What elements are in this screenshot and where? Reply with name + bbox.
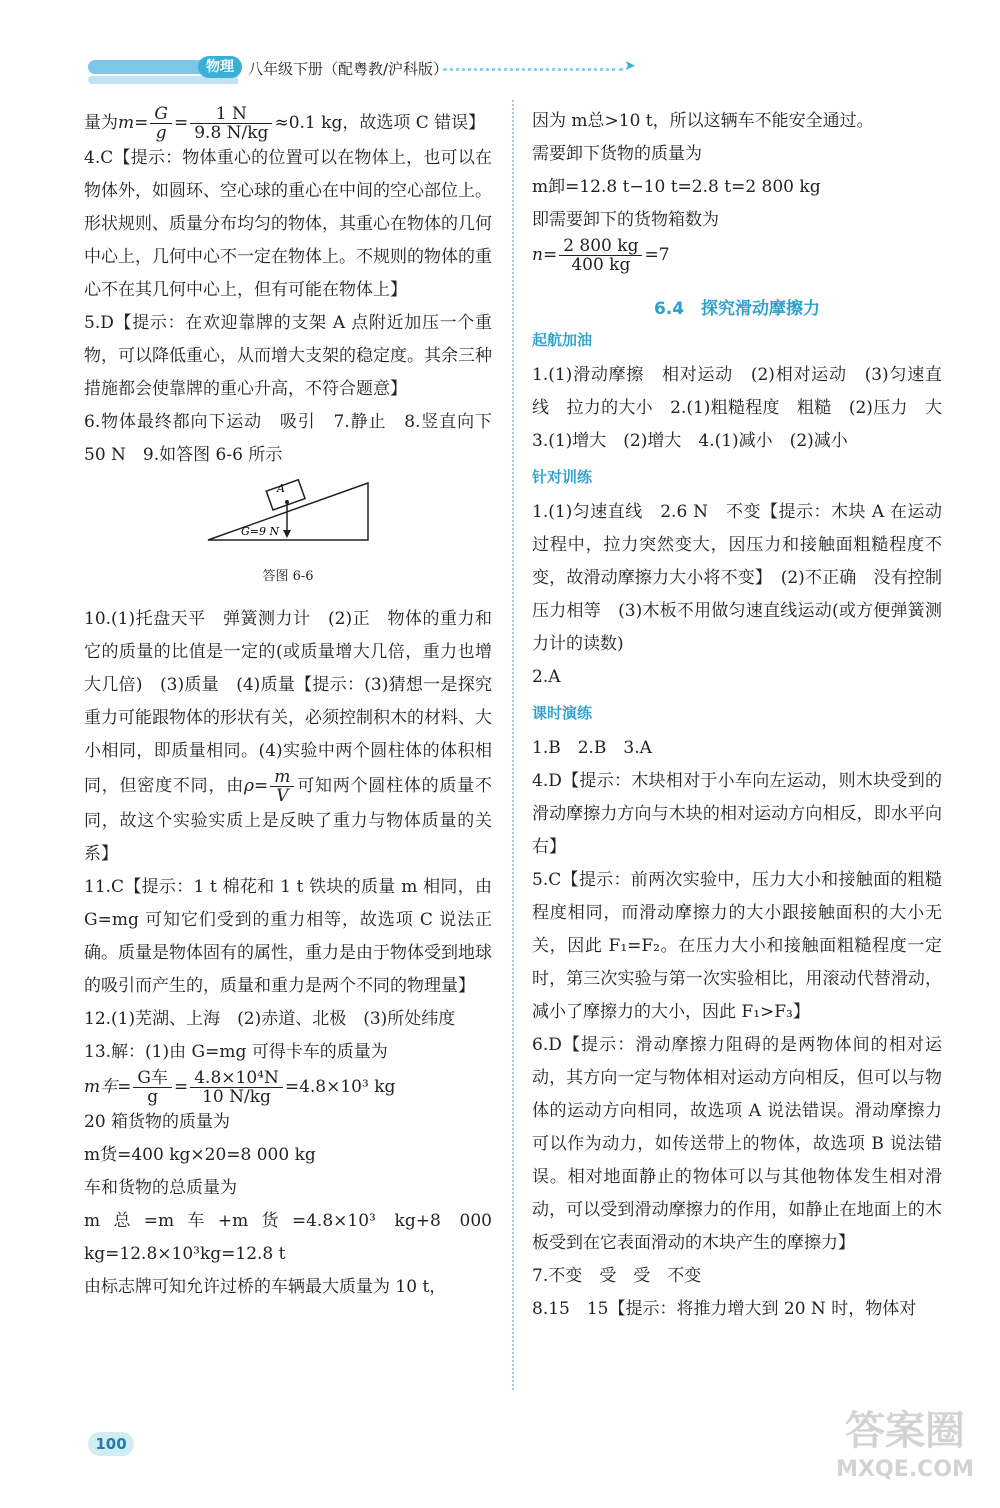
fraction: $\frac{2 800 kg}{400 kg}$ bbox=[559, 237, 642, 274]
subsection-zhendui: 针对训练 bbox=[532, 468, 593, 486]
fraction: $\frac{\text{G车}}{g}$ bbox=[133, 1069, 172, 1106]
fraction: $\frac{G}{g}$ bbox=[150, 105, 172, 142]
fraction: $\frac{m}{V}$ bbox=[270, 768, 294, 805]
text-sign: 由标志牌可知允许过桥的车辆最大质量为 10 t， bbox=[84, 1277, 447, 1297]
section-title: 6.4 探究滑动摩擦力 bbox=[653, 299, 821, 319]
equation-total-mass: m总=m车+m货=4.8×10³ kg+8 000 kg=12.8×10³kg=12.8 t bbox=[84, 1211, 492, 1264]
answer-q10: 10.(1)托盘天平 弹簧测力计 (2)正 物体的重力和它的质量的比值是一定的(或质量增大几倍，重力也增大几倍) (3)质量 (4)质量【提示：(3)猜想一是探究重力可能跟物体的形状有关，必须控制积木的材料、大小相同，即质量相同。(4)实验中两个圆柱体的体积相同，但密度不同，由ρ= $\frac{m}{V}$ 可知两个圆柱体的质量不同，故这个实验实质上是反映了重力与物体质量的关系】 bbox=[84, 609, 492, 864]
equation-unload-mass: m卸=12.8 t−10 t=2.8 t=2 800 kg bbox=[532, 177, 821, 197]
answer-t2: 2.A bbox=[532, 667, 561, 687]
incline-diagram bbox=[203, 478, 373, 548]
figure-6-6 bbox=[84, 478, 492, 560]
watermark: 答案圈 MXQE.COM bbox=[836, 1408, 974, 1482]
answer-q6-9: 6.物体最终都向下运动 吸引 7.静止 8.竖直向下 50 N 9.如答图 6-6 所示 bbox=[84, 412, 509, 465]
page-number: 100 bbox=[88, 1432, 134, 1456]
book-title: 八年级下册（配粤教/沪科版） bbox=[248, 60, 449, 78]
page-header bbox=[88, 52, 648, 92]
text-boxes-mass: 20 箱货物的质量为 bbox=[84, 1112, 231, 1132]
text-boxes-count-intro: 即需要卸下的货物箱数为 bbox=[532, 210, 719, 230]
answer-k7: 7.不变 受 受 不变 bbox=[532, 1266, 702, 1286]
label-g: G=9 N bbox=[241, 525, 280, 538]
answer-k4: 4.D【提示：木块相对于小车向左运动，则木块受到的滑动摩擦力方向与木块的相对运动方向相反，即水平向右】 bbox=[532, 771, 942, 857]
answer-s1: 1.(1)滑动摩擦 相对运动 (2)相对运动 (3)匀速直线 拉力的大小 2.(1)粗糙程度 粗糙 (2)压力 大 3.(1)增大 (2)增大 4.(1)减小 (2)减小 bbox=[532, 365, 959, 451]
answer-t1: 1.(1)匀速直线 2.6 N 不变【提示：木块 A 在运动过程中，拉力突然变大，因压力和接触面粗糙程度不变，故滑动摩擦力大小将不变】 (2)不正确 没有控制压力相等 (3)木板不用做匀速直线运动(或方便弹簧测力计的读数) bbox=[532, 502, 942, 654]
figure-caption: 答图 6-6 bbox=[262, 569, 314, 584]
arrow-head bbox=[283, 530, 291, 538]
text-conclusion: 因为 m总>10 t，所以这辆车不能安全通过。 bbox=[532, 111, 874, 131]
answer-k8: 8.15 15【提示：将推力增大到 20 N 时，物体对 bbox=[532, 1299, 917, 1319]
answer-q13-intro: 13.解：(1)由 G=mg 可得卡车的质量为 bbox=[84, 1042, 388, 1062]
equation-car-mass: m车= $\frac{\text{G车}}{g}$ = $\frac{\text{4.8×10⁴N}}{10 N/kg}$ =4.8×10³ kg bbox=[84, 1068, 396, 1107]
answer-q12: 12.(1)芜湖、上海 (2)赤道、北极 (3)所处纬度 bbox=[84, 1009, 456, 1029]
arrow-icon: ➤ bbox=[624, 58, 636, 74]
label-a: A bbox=[277, 482, 285, 495]
fraction: $\frac{1 N}{9.8 N/kg}$ bbox=[190, 105, 272, 142]
answer-q11: 11.C【提示：1 t 棉花和 1 t 铁块的质量 m 相同，由 G=mg 可知它们受到的重力相等，故选项 C 说法正确。质量是物体固有的属性，重力是由于物体受到地球的吸引而产生的，质量和重力是两个不同的物理量】 bbox=[84, 877, 492, 996]
fraction: $\frac{\text{4.8×10⁴N}}{10 N/kg}$ bbox=[190, 1069, 283, 1106]
text-unload-intro: 需要卸下货物的质量为 bbox=[532, 144, 702, 164]
left-column bbox=[84, 104, 509, 1304]
header-dotted-line bbox=[443, 68, 623, 71]
answer-q4: 4.C【提示：物体重心的位置可以在物体上，也可以在物体外，如圆环、空心球的重心在中间的空心部位上。形状规则、质量分布均匀的物体，其重心在物体的几何中心上，几何中心不一定在物体上。不规则的物体的重心不在其几何中心上，但有可能在物体上】 bbox=[84, 148, 492, 300]
right-column bbox=[532, 105, 959, 1326]
block-a bbox=[266, 480, 305, 510]
subsection-keshi: 课时演练 bbox=[532, 704, 593, 722]
equation-boxes-count: n= $\frac{2 800 kg}{400 kg}$ =7 bbox=[532, 236, 670, 275]
answer-k5: 5.C【提示：前两次实验中，压力大小和接触面的粗糙程度相同，而滑动摩擦力的大小跟接触面积的大小无关，因此 F₁=F₂。在压力大小和接触面粗糙程度一定时，第三次实验与第一次实验相比，用滚动代替滑动，减小了摩擦力的大小，因此 F₁>F₃】 bbox=[532, 870, 942, 1022]
equation-goods-mass: m货=400 kg×20=8 000 kg bbox=[84, 1145, 316, 1165]
answer-k6: 6.D【提示：滑动摩擦力阻碍的是两物体间的相对运动，其方向一定与物体相对运动方向相反，但可以与物体的运动方向相同，故选项 A 说法错误。滑动摩擦力可以作为动力，如传送带上的物体，故选项 B 说法错误。相对地面静止的物体可以与其他物体发生相对滑动，可以受到滑动摩擦力的作用，如静止在地面上的木板受到在它表面滑动的木块产生的摩擦力】 bbox=[532, 1035, 942, 1253]
answer-q5: 5.D【提示：在欢迎靠牌的支架 A 点附近加压一个重物，可以降低重心，从而增大支架的稳定度。其余三种措施都会使靠牌的重心升高，不符合题意】 bbox=[84, 313, 492, 399]
text-total-intro: 车和货物的总质量为 bbox=[84, 1178, 237, 1198]
subsection-qihang: 起航加油 bbox=[532, 331, 593, 349]
answer-line-mass: 量为m= $\frac{G}{g}$ = $\frac{1 N}{9.8 N/kg}$ ≈0.1 kg，故选项 C 错误】 bbox=[84, 104, 486, 143]
column-divider bbox=[512, 100, 514, 1390]
center-of-gravity bbox=[285, 500, 289, 504]
subject-badge: 物理 bbox=[198, 56, 242, 78]
answer-k1: 1.B 2.B 3.A bbox=[532, 738, 652, 758]
